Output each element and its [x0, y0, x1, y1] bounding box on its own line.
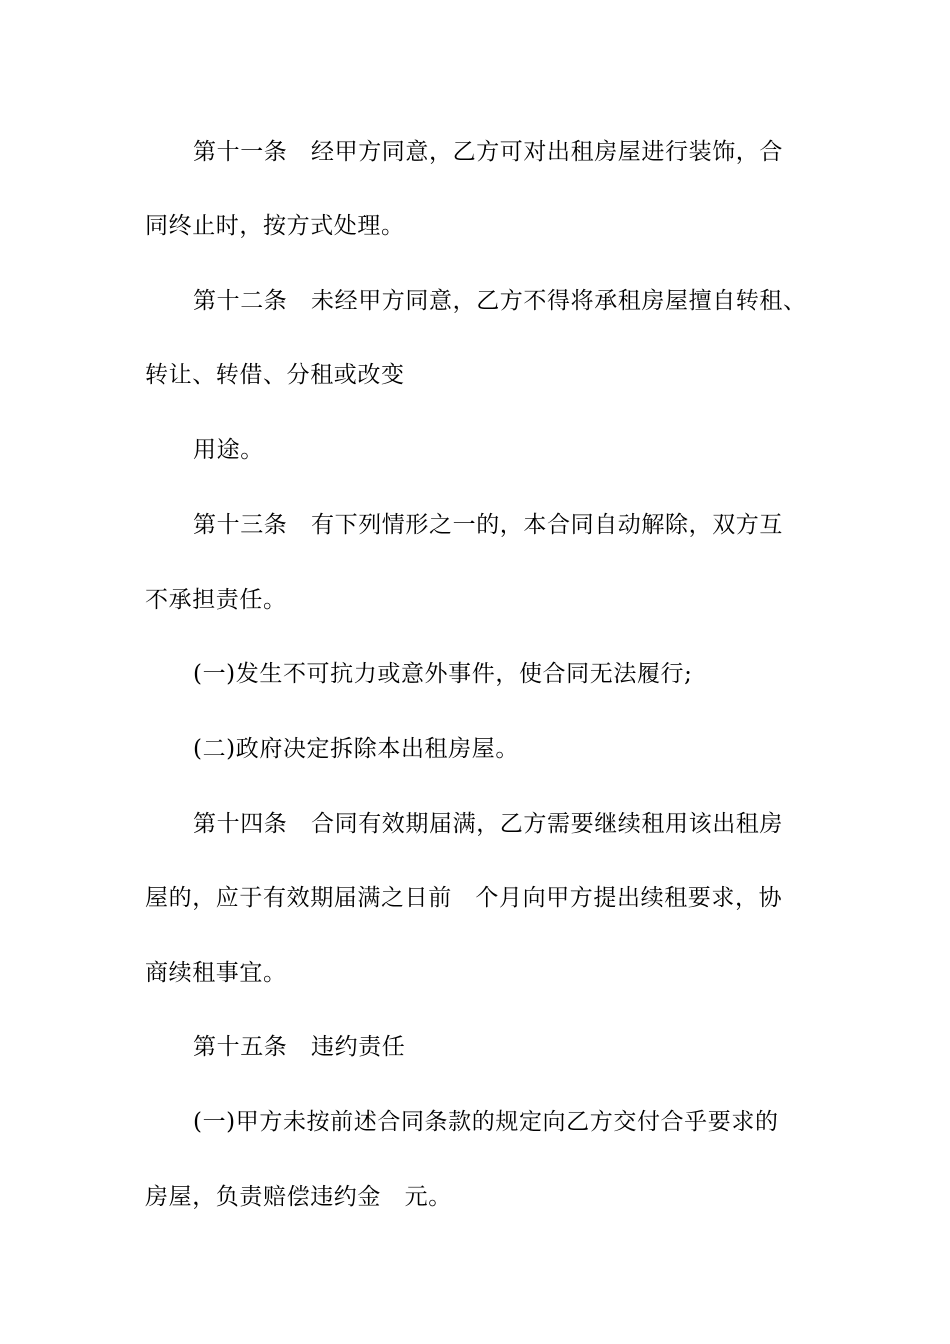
- text-line: (二)政府决定拆除本出租房屋。: [193, 736, 519, 762]
- text-line: 第十三条 有下列情形之一的，本合同自动解除，双方互: [193, 512, 783, 538]
- text-line: (一)发生不可抗力或意外事件，使合同无法履行;: [193, 661, 693, 687]
- text-line: 屋的，应于有效期届满之日前 个月向甲方提出续租要求，协: [145, 885, 783, 911]
- text-line: 同终止时，按方式处理。: [145, 213, 405, 239]
- text-line: (一)甲方未按前述合同条款的规定向乙方交付合乎要求的: [193, 1109, 779, 1135]
- text-line: 第十二条 未经甲方同意，乙方不得将承租房屋擅自转租、: [193, 288, 807, 314]
- text-line: 商续租事宜。: [145, 960, 287, 986]
- text-line: 不承担责任。: [145, 587, 287, 613]
- text-line: 第十四条 合同有效期届满，乙方需要继续租用该出租房: [193, 811, 783, 837]
- text-line: 用途。: [193, 437, 264, 463]
- text-line: 转让、转借、分租或改变: [145, 362, 405, 388]
- text-line: 房屋，负责赔偿违约金 元。: [145, 1184, 452, 1210]
- text-line: 第十一条 经甲方同意，乙方可对出租房屋进行装饰，合: [193, 139, 783, 165]
- text-line: 第十五条 违约责任: [193, 1034, 406, 1060]
